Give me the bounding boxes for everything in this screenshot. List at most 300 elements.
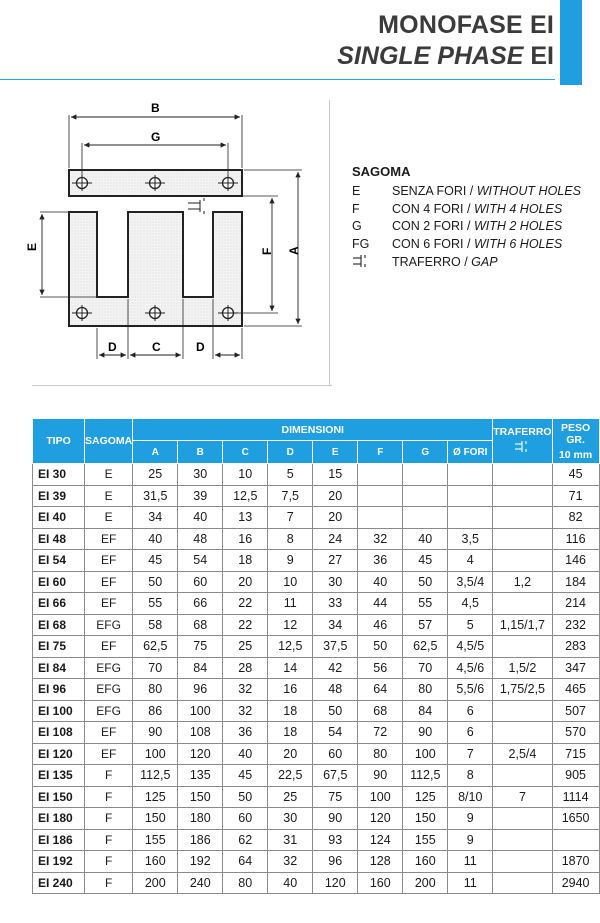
- table-cell: [358, 507, 403, 529]
- sagoma-legend: [352, 163, 581, 272]
- table-cell: 100: [133, 743, 178, 765]
- table-cell: 5: [448, 614, 493, 636]
- table-row: [33, 829, 600, 851]
- table-cell: 96: [313, 851, 358, 873]
- table-cell: 32: [223, 679, 268, 701]
- table-row: [33, 571, 600, 593]
- table-cell: 128: [358, 851, 403, 873]
- header-peso: PESO GR. 10 mm: [552, 419, 599, 464]
- table-cell: 3,5: [448, 528, 493, 550]
- table-cell: 8: [448, 765, 493, 787]
- table-cell: 96: [178, 679, 223, 701]
- table-cell: [493, 700, 552, 722]
- cell-tipo: EI 66: [33, 593, 85, 615]
- table-cell: 27: [313, 550, 358, 572]
- table-row: [33, 722, 600, 744]
- table-cell: 40: [358, 571, 403, 593]
- cell-tipo: EI 192: [33, 851, 85, 873]
- table-cell: 124: [358, 829, 403, 851]
- cell-sagoma: F: [85, 786, 133, 808]
- table-cell: [448, 485, 493, 507]
- table-cell: 125: [133, 786, 178, 808]
- table-cell: 60: [313, 743, 358, 765]
- table-cell: 507: [552, 700, 599, 722]
- table-row: [33, 507, 600, 529]
- table-cell: 40: [133, 528, 178, 550]
- table-row: [33, 851, 600, 873]
- table-cell: 75: [178, 636, 223, 658]
- table-cell: 39: [178, 485, 223, 507]
- header-sagoma: SAGOMA: [85, 419, 133, 464]
- cell-tipo: EI 68: [33, 614, 85, 636]
- table-cell: 1114: [552, 786, 599, 808]
- table-cell: 11: [268, 593, 313, 615]
- table-cell: [493, 829, 552, 851]
- dim-c-label: C: [152, 340, 161, 354]
- table-cell: 15: [313, 464, 358, 486]
- table-cell: 80: [133, 679, 178, 701]
- table-cell: 84: [178, 657, 223, 679]
- table-cell: 48: [178, 528, 223, 550]
- table-cell: 70: [403, 657, 448, 679]
- table-cell: 80: [223, 872, 268, 894]
- table-cell: 100: [403, 743, 448, 765]
- table-cell: 42: [313, 657, 358, 679]
- horizontal-divider: [32, 385, 332, 386]
- legend-row: [352, 254, 581, 272]
- table-cell: 48: [313, 679, 358, 701]
- table-cell: 2940: [552, 872, 599, 894]
- cell-sagoma: EF: [85, 528, 133, 550]
- table-cell: 22: [223, 614, 268, 636]
- cell-sagoma: EF: [85, 722, 133, 744]
- table-cell: [493, 722, 552, 744]
- title-english-suffix: EI: [530, 42, 554, 70]
- table-cell: 36: [358, 550, 403, 572]
- table-cell: [493, 528, 552, 550]
- table-cell: 25: [133, 464, 178, 486]
- cell-tipo: EI 108: [33, 722, 85, 744]
- gap-icon: [514, 440, 530, 453]
- table-cell: [448, 464, 493, 486]
- table-cell: [493, 507, 552, 529]
- gap-icon: [352, 254, 392, 272]
- table-cell: 90: [358, 765, 403, 787]
- table-cell: [403, 464, 448, 486]
- legend-row: [352, 183, 581, 201]
- table-cell: 4,5: [448, 593, 493, 615]
- table-cell: 12: [268, 614, 313, 636]
- header-col-d: D: [268, 441, 313, 464]
- table-cell: 160: [403, 851, 448, 873]
- table-cell: 4,5/5: [448, 636, 493, 658]
- table-row: [33, 528, 600, 550]
- table-cell: 22,5: [268, 765, 313, 787]
- table-cell: 80: [358, 743, 403, 765]
- table-cell: 16: [223, 528, 268, 550]
- table-cell: 68: [358, 700, 403, 722]
- table-row: [33, 872, 600, 894]
- table-cell: 62,5: [403, 636, 448, 658]
- table-cell: 25: [223, 636, 268, 658]
- table-cell: 160: [133, 851, 178, 873]
- cell-tipo: EI 60: [33, 571, 85, 593]
- table-cell: 3,5/4: [448, 571, 493, 593]
- table-cell: 50: [403, 571, 448, 593]
- table-cell: 18: [268, 722, 313, 744]
- table-cell: 10: [223, 464, 268, 486]
- table-cell: 240: [178, 872, 223, 894]
- table-cell: 68: [178, 614, 223, 636]
- table-cell: 112,5: [133, 765, 178, 787]
- table-cell: 40: [223, 743, 268, 765]
- header-col-g: G: [403, 441, 448, 464]
- cell-tipo: EI 96: [33, 679, 85, 701]
- table-cell: 100: [178, 700, 223, 722]
- table-cell: 120: [358, 808, 403, 830]
- table-cell: 11: [448, 851, 493, 873]
- header-col-b: B: [178, 441, 223, 464]
- table-cell: 20: [268, 743, 313, 765]
- table-cell: 45: [133, 550, 178, 572]
- table-cell: [493, 808, 552, 830]
- title-underline: [0, 79, 555, 80]
- dim-a-label: A: [287, 246, 301, 255]
- cell-sagoma: F: [85, 872, 133, 894]
- cell-sagoma: EF: [85, 593, 133, 615]
- table-cell: 108: [178, 722, 223, 744]
- accent-bar: [560, 0, 582, 85]
- table-cell: 93: [313, 829, 358, 851]
- table-cell: 4: [448, 550, 493, 572]
- table-cell: [493, 765, 552, 787]
- table-cell: 155: [403, 829, 448, 851]
- table-cell: [448, 507, 493, 529]
- table-cell: 1,5/2: [493, 657, 552, 679]
- table-cell: 125: [403, 786, 448, 808]
- table-row: [33, 464, 600, 486]
- lamination-drawing: [20, 95, 320, 375]
- table-cell: 232: [552, 614, 599, 636]
- gap-marker: [188, 198, 204, 214]
- table-cell: 50: [133, 571, 178, 593]
- cell-sagoma: EF: [85, 743, 133, 765]
- table-cell: 20: [313, 507, 358, 529]
- table-row: [33, 614, 600, 636]
- table-cell: 570: [552, 722, 599, 744]
- table-cell: 45: [403, 550, 448, 572]
- legend-text: CON 4 FORI / WITH 4 HOLES: [392, 201, 563, 216]
- table-cell: 64: [223, 851, 268, 873]
- table-cell: [552, 829, 599, 851]
- legend-row: [352, 218, 581, 236]
- header-col-a: A: [133, 441, 178, 464]
- legend-code: FG: [352, 237, 370, 252]
- table-cell: [403, 507, 448, 529]
- cell-tipo: EI 240: [33, 872, 85, 894]
- table-cell: 7: [448, 743, 493, 765]
- table-cell: [493, 550, 552, 572]
- table-cell: 55: [403, 593, 448, 615]
- cell-sagoma: EF: [85, 571, 133, 593]
- cell-sagoma: E: [85, 464, 133, 486]
- table-row: [33, 808, 600, 830]
- table-cell: 72: [358, 722, 403, 744]
- table-cell: 30: [268, 808, 313, 830]
- header-col-c: C: [223, 441, 268, 464]
- cell-tipo: EI 39: [33, 485, 85, 507]
- table-cell: 160: [358, 872, 403, 894]
- table-cell: 135: [178, 765, 223, 787]
- table-cell: 62,5: [133, 636, 178, 658]
- cell-sagoma: F: [85, 765, 133, 787]
- cell-sagoma: F: [85, 851, 133, 873]
- table-cell: 55: [133, 593, 178, 615]
- table-cell: 200: [133, 872, 178, 894]
- table-cell: 90: [403, 722, 448, 744]
- header-col-f: F: [358, 441, 403, 464]
- table-cell: 1870: [552, 851, 599, 873]
- title-italian: MONOFASE EI: [378, 11, 554, 39]
- table-cell: 112,5: [403, 765, 448, 787]
- table-cell: 9: [268, 550, 313, 572]
- cell-tipo: EI 84: [33, 657, 85, 679]
- table-cell: 25: [268, 786, 313, 808]
- cell-tipo: EI 30: [33, 464, 85, 486]
- table-cell: 1,2: [493, 571, 552, 593]
- table-cell: 283: [552, 636, 599, 658]
- table-cell: 16: [268, 679, 313, 701]
- table-cell: [493, 485, 552, 507]
- table-cell: 6: [448, 722, 493, 744]
- cell-tipo: EI 186: [33, 829, 85, 851]
- cell-tipo: EI 54: [33, 550, 85, 572]
- table-cell: 28: [223, 657, 268, 679]
- table-cell: 146: [552, 550, 599, 572]
- title-english-italic: SINGLE PHASE: [337, 42, 524, 70]
- table-cell: 465: [552, 679, 599, 701]
- cell-tipo: EI 48: [33, 528, 85, 550]
- legend-text: TRAFERRO / GAP: [392, 254, 498, 269]
- table-cell: 1,75/2,5: [493, 679, 552, 701]
- table-cell: 71: [552, 485, 599, 507]
- table-row: [33, 786, 600, 808]
- table-cell: 34: [313, 614, 358, 636]
- table-row: [33, 593, 600, 615]
- cell-sagoma: EFG: [85, 700, 133, 722]
- table-row: [33, 743, 600, 765]
- table-cell: [493, 593, 552, 615]
- dim-d-left-label: D: [108, 340, 117, 354]
- vertical-divider: [329, 100, 330, 385]
- table-cell: 20: [313, 485, 358, 507]
- table-cell: 18: [223, 550, 268, 572]
- table-cell: 33: [313, 593, 358, 615]
- table-cell: [493, 851, 552, 873]
- table-cell: 54: [313, 722, 358, 744]
- header-col-e: E: [313, 441, 358, 464]
- legend-code: E: [352, 183, 361, 198]
- table-cell: 6: [448, 700, 493, 722]
- dimensions-table: [32, 418, 600, 894]
- table-cell: 116: [552, 528, 599, 550]
- table-cell: 5,5/6: [448, 679, 493, 701]
- cell-sagoma: EF: [85, 550, 133, 572]
- table-cell: 120: [178, 743, 223, 765]
- cell-sagoma: F: [85, 808, 133, 830]
- cell-sagoma: E: [85, 507, 133, 529]
- page-title: [337, 10, 554, 72]
- table-cell: 200: [403, 872, 448, 894]
- table-cell: 10: [268, 571, 313, 593]
- table-cell: 31,5: [133, 485, 178, 507]
- table-cell: 32: [358, 528, 403, 550]
- table-cell: 66: [178, 593, 223, 615]
- title-english: [337, 41, 554, 72]
- table-body: [33, 464, 600, 894]
- table-cell: 214: [552, 593, 599, 615]
- header-col-fori: Ø FORI: [448, 441, 493, 464]
- table-cell: 30: [313, 571, 358, 593]
- table-row: [33, 679, 600, 701]
- table-cell: 32: [268, 851, 313, 873]
- table-cell: 84: [403, 700, 448, 722]
- cell-sagoma: EF: [85, 636, 133, 658]
- cell-sagoma: E: [85, 485, 133, 507]
- table-cell: 8/10: [448, 786, 493, 808]
- table-cell: 36: [223, 722, 268, 744]
- legend-title: SAGOMA: [352, 164, 411, 179]
- table-cell: 50: [313, 700, 358, 722]
- table-cell: 18: [268, 700, 313, 722]
- table-cell: 45: [223, 765, 268, 787]
- table-cell: 62: [223, 829, 268, 851]
- table-cell: 40: [178, 507, 223, 529]
- table-cell: 7: [268, 507, 313, 529]
- cell-tipo: EI 120: [33, 743, 85, 765]
- table-cell: [358, 464, 403, 486]
- table-cell: 34: [133, 507, 178, 529]
- legend-text: CON 2 FORI / WITH 2 HOLES: [392, 219, 563, 234]
- table-row: [33, 657, 600, 679]
- table-cell: 22: [223, 593, 268, 615]
- legend-text: SENZA FORI / WITHOUT HOLES: [392, 183, 581, 198]
- cell-tipo: EI 135: [33, 765, 85, 787]
- table-cell: 90: [133, 722, 178, 744]
- table-cell: 715: [552, 743, 599, 765]
- table-cell: 37,5: [313, 636, 358, 658]
- table-cell: 180: [178, 808, 223, 830]
- table-cell: [403, 485, 448, 507]
- table-cell: 20: [223, 571, 268, 593]
- table-cell: 1,15/1,7: [493, 614, 552, 636]
- table-cell: 120: [313, 872, 358, 894]
- table-cell: 46: [358, 614, 403, 636]
- table-row: [33, 700, 600, 722]
- table-row: [33, 636, 600, 658]
- table-cell: 155: [133, 829, 178, 851]
- dim-f-label: F: [260, 247, 274, 255]
- dim-g-label: G: [151, 130, 161, 144]
- dim-b-label: B: [151, 101, 160, 115]
- dim-e-label: E: [25, 242, 39, 251]
- table-cell: 60: [178, 571, 223, 593]
- table-cell: 40: [403, 528, 448, 550]
- table-cell: 64: [358, 679, 403, 701]
- table-cell: 184: [552, 571, 599, 593]
- table-cell: 100: [358, 786, 403, 808]
- table-cell: 75: [313, 786, 358, 808]
- table-cell: 45: [552, 464, 599, 486]
- table-cell: 80: [403, 679, 448, 701]
- table-cell: 150: [403, 808, 448, 830]
- table-cell: 9: [448, 829, 493, 851]
- table-cell: 50: [358, 636, 403, 658]
- table-cell: 2,5/4: [493, 743, 552, 765]
- cell-tipo: EI 75: [33, 636, 85, 658]
- table-row: [33, 765, 600, 787]
- table-cell: 13: [223, 507, 268, 529]
- table-cell: 7,5: [268, 485, 313, 507]
- cell-tipo: EI 100: [33, 700, 85, 722]
- table-cell: 40: [268, 872, 313, 894]
- table-cell: 50: [223, 786, 268, 808]
- table-cell: [358, 485, 403, 507]
- table-cell: 192: [178, 851, 223, 873]
- table-cell: 905: [552, 765, 599, 787]
- table-cell: 60: [223, 808, 268, 830]
- table-cell: 7: [493, 786, 552, 808]
- table-cell: 9: [448, 808, 493, 830]
- legend-code: F: [352, 201, 360, 216]
- legend-row: [352, 236, 581, 254]
- legend-text: CON 6 FORI / WITH 6 HOLES: [392, 237, 563, 252]
- table-cell: 8: [268, 528, 313, 550]
- table-cell: 11: [448, 872, 493, 894]
- table-cell: 14: [268, 657, 313, 679]
- table-cell: 56: [358, 657, 403, 679]
- table-cell: 4,5/6: [448, 657, 493, 679]
- table-cell: 186: [178, 829, 223, 851]
- cell-sagoma: EFG: [85, 657, 133, 679]
- cell-tipo: EI 150: [33, 786, 85, 808]
- table-cell: 54: [178, 550, 223, 572]
- legend-row: [352, 201, 581, 219]
- table-row: [33, 485, 600, 507]
- legend-code: G: [352, 219, 362, 234]
- header-tipo: TIPO: [33, 419, 85, 464]
- table-cell: 30: [178, 464, 223, 486]
- table-cell: 12,5: [223, 485, 268, 507]
- table-cell: 86: [133, 700, 178, 722]
- table-cell: 70: [133, 657, 178, 679]
- dim-d-right-label: D: [196, 340, 205, 354]
- cell-tipo: EI 180: [33, 808, 85, 830]
- cell-tipo: EI 40: [33, 507, 85, 529]
- table-row: [33, 550, 600, 572]
- table-cell: 150: [178, 786, 223, 808]
- cell-sagoma: F: [85, 829, 133, 851]
- table-cell: 82: [552, 507, 599, 529]
- table-cell: 67,5: [313, 765, 358, 787]
- table-cell: 32: [223, 700, 268, 722]
- table-cell: 57: [403, 614, 448, 636]
- table-cell: 1650: [552, 808, 599, 830]
- cell-sagoma: EFG: [85, 614, 133, 636]
- table-cell: [493, 464, 552, 486]
- table-cell: 44: [358, 593, 403, 615]
- table-cell: 347: [552, 657, 599, 679]
